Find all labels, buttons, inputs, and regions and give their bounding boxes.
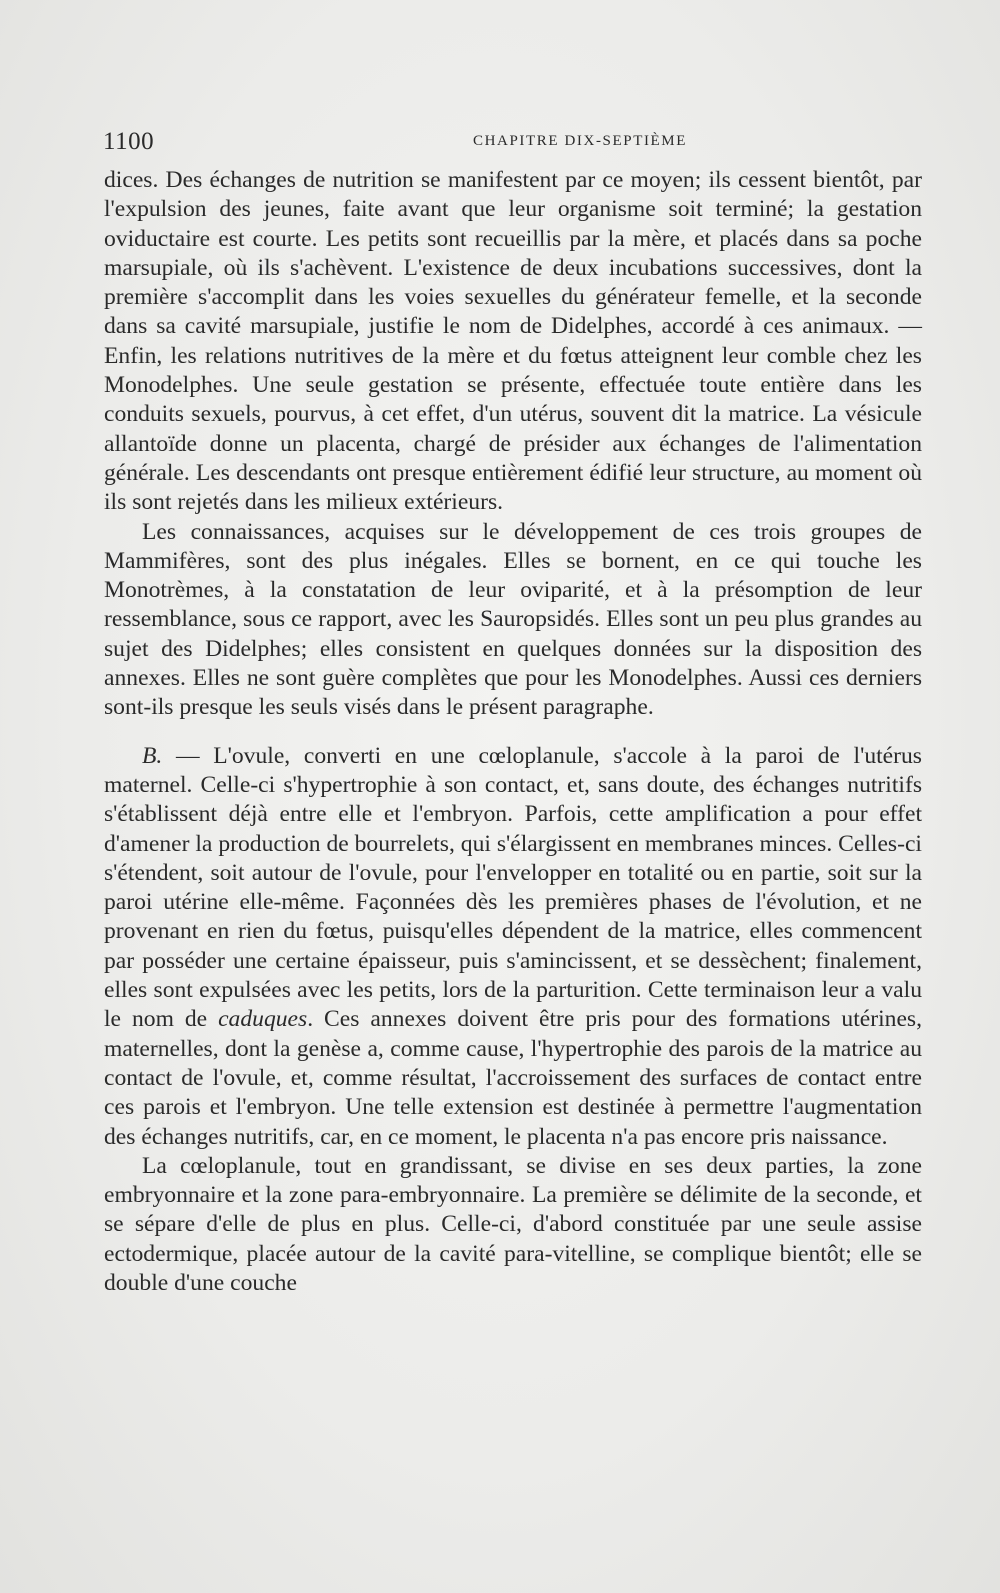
paragraph-1: dices. Des échanges de nutrition se manifestent par ce moyen; ils cessent bientôt, par l'expulsion des jeunes, faite avant que leur organisme soit terminé; la gestation oviductaire est courte. Les petits sont recueillis par la mère, et placés dans sa poche marsupiale, où ils s'achèvent. L'existence de deux incubations successives, dont la première s'accomplit dans les voies sexuelles du générateur femelle, et la seconde dans sa cavité marsupiale, justifie le nom de Didelphes, accordé à ces animaux. — Enfin, les relations nutritives de la mère et du fœtus atteignent leur comble chez les Monodelphes. Une seule gestation se présente, effectuée toute entière dans les conduits sexuels, pourvus, à cet effet, d'un utérus, souvent dit la matrice. La vésicule allantoïde donne un placenta, chargé de présider aux échanges de l'alimentation générale. Les descendants ont presque entièrement édifié leur structure, au moment où ils sont rejetés dans les milieux extérieurs.: [104, 167, 922, 516]
term-caduques: caduques: [218, 1006, 308, 1033]
page-number: 1100: [103, 128, 155, 155]
paragraph-3-text-a: — L'ovule, converti en une cœloplanule, s'accole à la paroi de l'utérus maternel. Celle-ci s'hypertrophie à son contact, et, sans doute, des échanges nutritifs s'établissent déjà entre elle et l'embryon. Parfois, cette amplification a pour effet d'amener la production de bourrelets, qui s'élargissent en membranes minces. Celles-ci s'étendent, soit autour de l'ovule, pour l'envelopper en totalité ou en partie, soit sur la paroi utérine elle-même. Façonnées dès les premières phases de l'évolution, et ne provenant en rien du fœtus, puisqu'elles dépendent de la matrice, elles commencent par posséder une certaine épaisseur, puis s'amincissent, et se dessèchent; finalement, elles sont expulsées avec les petits, lors de la parturition. Cette terminaison leur a valu le nom de: [104, 742, 922, 1033]
page-header: [103, 128, 923, 158]
paragraph-3: [104, 742, 922, 1152]
body-text: [104, 166, 922, 1298]
paragraph-4: La cœloplanule, tout en grandissant, se divise en ses deux parties, la zone embryonnaire et la zone para-embryonnaire. La première se délimite de la seconde, et se sépare d'elle de plus en plus. Celle-ci, d'abord constituée par une seule assise ectodermique, placée autour de la cavité para-vitelline, se complique bientôt; elle se double d'une couche: [104, 1152, 922, 1296]
paragraph-2: Les connaissances, acquises sur le développement de ces trois groupes de Mammifères, sont des plus inégales. Elles se bornent, en ce qui touche les Monotrèmes, à la constatation de leur oviparité, et à la présomption de leur ressemblance, sous ce rapport, avec les Sauropsidés. Elles sont un peu plus grandes au sujet des Didelphes; elles consistent en quelques données sur la disposition des annexes. Elles ne sont guère complètes que pour les Monodelphes. Aussi ces derniers sont-ils presque les seuls visés dans le présent paragraphe.: [104, 518, 922, 721]
running-title: CHAPITRE DIX-SEPTIÈME: [473, 133, 688, 149]
section-label: B.: [142, 742, 163, 769]
paragraph-3-text-b: . Ces annexes doivent être pris pour des formations utérines, maternelles, dont la genèse a, comme cause, l'hypertrophie des parois de la matrice au contact de l'ovule, et, comme résultat, l'accroissement des surfaces de contact entre ces parois et l'embryon. Une telle extension est destinée à permettre l'augmentation des échanges nutritifs, car, en ce moment, le placenta n'a pas encore pris naissance.: [104, 1006, 922, 1150]
